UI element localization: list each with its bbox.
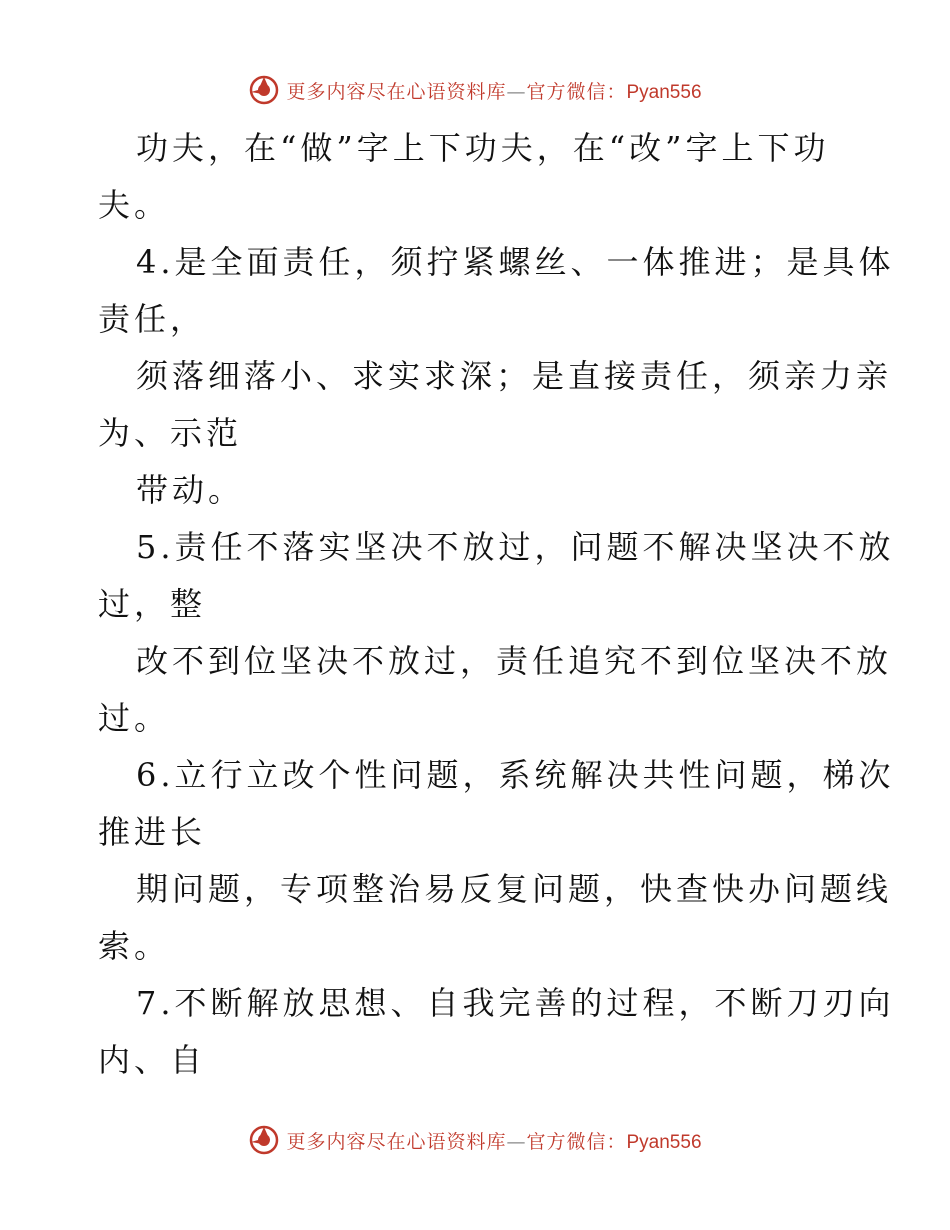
footer-separator: —	[506, 1130, 527, 1153]
body-line: 须落细落小、求实求深；是直接责任，须亲力亲	[136, 357, 893, 395]
body-line: 7.不断解放思想、自我完善的过程，不断刀刃向	[136, 984, 895, 1022]
footer-wechat-id: Pyan556	[626, 1131, 702, 1153]
body-line: 推进长	[98, 813, 207, 851]
header-promo-text: 更多内容尽在心语资料库	[286, 80, 507, 103]
body-line: 为、示范	[98, 414, 243, 452]
body-line: 期问题，专项整治易反复问题，快查快办问题线	[136, 870, 893, 908]
header-banner	[0, 70, 950, 110]
body-line: 功夫，在“做”字上下功夫，在“改”字上下功	[136, 129, 830, 167]
body-line: 责任，	[98, 300, 207, 338]
body-line: 索。	[98, 927, 171, 965]
body-line: 过。	[98, 699, 171, 737]
header-wechat-label: 官方微信：	[526, 80, 627, 103]
body-line: 过，整	[98, 585, 207, 623]
footer-wechat-label: 官方微信：	[526, 1130, 627, 1153]
pen-nib-icon	[248, 74, 280, 106]
body-line: 夫。	[98, 186, 171, 224]
header-wechat-id: Pyan556	[626, 81, 702, 103]
body-line: 改不到位坚决不放过，责任追究不到位坚决不放	[136, 642, 893, 680]
body-line: 带动。	[136, 471, 245, 509]
document-body	[98, 120, 895, 1089]
footer-promo-text: 更多内容尽在心语资料库	[286, 1130, 507, 1153]
pen-nib-icon	[248, 1124, 280, 1156]
body-line: 4.是全面责任，须拧紧螺丝、一体推进；是具体	[136, 243, 895, 281]
body-line: 内、自	[98, 1041, 207, 1079]
header-separator: —	[506, 80, 527, 103]
footer-banner	[0, 1120, 950, 1160]
body-line: 6.立行立改个性问题，系统解决共性问题，梯次	[136, 756, 895, 794]
body-line: 5.责任不落实坚决不放过，问题不解决坚决不放	[136, 528, 895, 566]
